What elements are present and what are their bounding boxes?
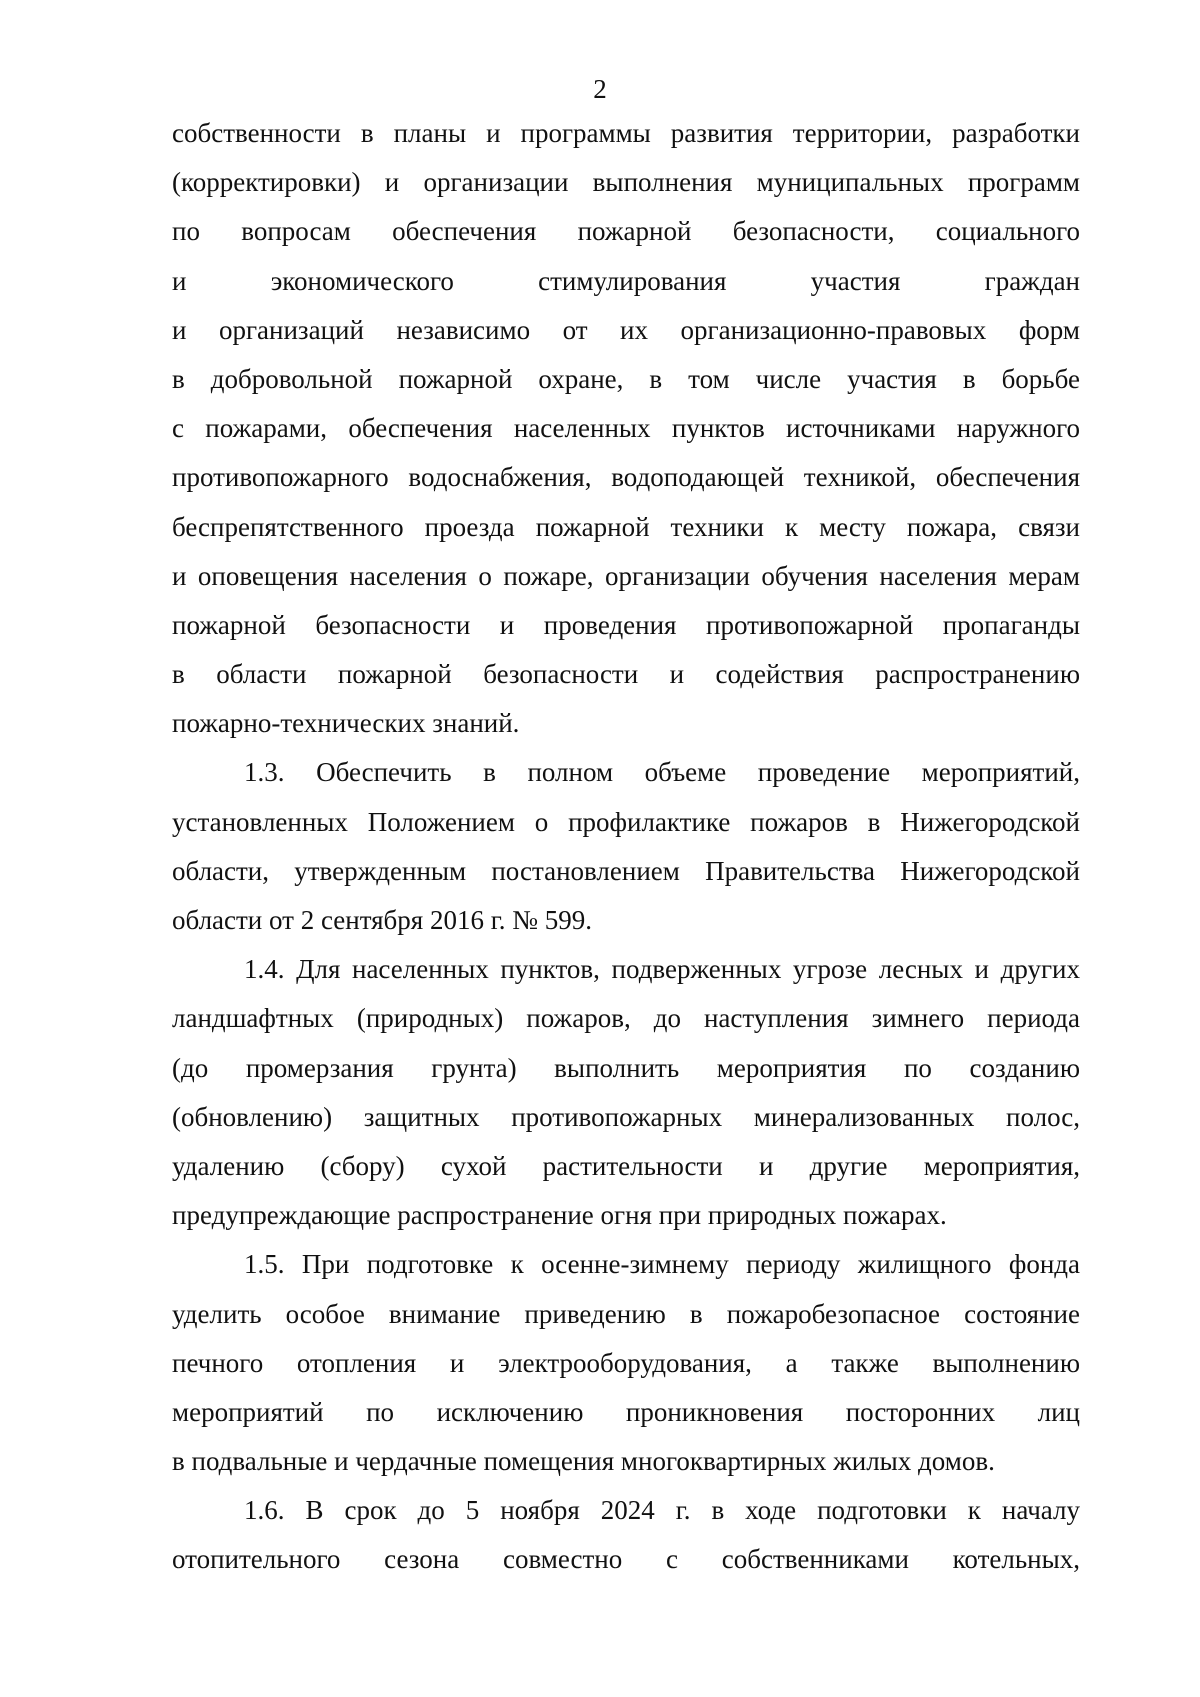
document-body xyxy=(172,109,1080,1585)
text-line: собственности в планы и программы развития территории, разработки xyxy=(172,118,1080,148)
text-line: отопительного сезона совместно с собственниками котельных, xyxy=(172,1544,1080,1575)
text-line: области от 2 сентября 2016 г. № 599. xyxy=(172,905,593,935)
paragraph-1-5 xyxy=(172,1240,1080,1486)
text-line: удалению (сбору) сухой растительности и другие мероприятия, xyxy=(172,1150,1080,1181)
text-line: в добровольной пожарной охране, в том числе участия в борьбе xyxy=(172,363,1080,394)
text-line: 1.6. В срок до 5 ноября 2024 г. в ходе подготовки к началу xyxy=(244,1495,1080,1526)
text-line: уделить особое внимание приведению в пожаробезопасное состояние xyxy=(172,1298,1080,1329)
paragraph-continuation xyxy=(172,109,1080,748)
text-line: печного отопления и электрооборудования, а также выполнению xyxy=(172,1347,1080,1378)
text-line: (до промерзания грунта) выполнить мероприятия по созданию xyxy=(172,1052,1080,1083)
text-line: 1.3. Обеспечить в полном объеме проведение мероприятий, xyxy=(244,757,1080,788)
text-line: беспрепятственного проезда пожарной техники к месту пожара, связи xyxy=(172,511,1080,542)
text-line: области, утвержденным постановлением Правительства Нижегородской xyxy=(172,855,1080,886)
text-line: и экономического стимулирования участия граждан xyxy=(172,265,1080,296)
text-line: предупреждающие распространение огня при природных пожарах. xyxy=(172,1200,947,1231)
text-line: с пожарами, обеспечения населенных пунктов источниками наружного xyxy=(172,413,1080,444)
text-line: и организаций независимо от их организационно-правовых форм xyxy=(172,314,1080,345)
text-line: в области пожарной безопасности и содействия распространению xyxy=(172,659,1080,690)
text-line: пожарно-технических знаний. xyxy=(172,708,520,739)
text-line: 1.4. Для населенных пунктов, подверженных угрозе лесных и других xyxy=(244,954,1080,985)
page-number: 2 xyxy=(593,74,607,104)
text-line: пожарной безопасности и проведения противопожарной пропаганды xyxy=(172,609,1080,640)
text-line: мероприятий по исключению проникновения посторонних лиц xyxy=(172,1396,1080,1427)
text-line: по вопросам обеспечения пожарной безопасности, социального xyxy=(172,216,1080,247)
text-line: 1.5. При подготовке к осенне-зимнему периоду жилищного фонда xyxy=(244,1249,1080,1280)
text-line: и оповещения населения о пожаре, организации обучения населения мерам xyxy=(172,560,1080,591)
paragraph-1-3 xyxy=(172,748,1080,945)
text-line: ландшафтных (природных) пожаров, до наступления зимнего периода xyxy=(172,1003,1080,1034)
text-line: установленных Положением о профилактике пожаров в Нижегородской xyxy=(172,806,1080,837)
text-line: в подвальные и чердачные помещения многоквартирных жилых домов. xyxy=(172,1446,995,1477)
paragraph-1-4 xyxy=(172,945,1080,1240)
text-line: (корректировки) и организации выполнения муниципальных программ xyxy=(172,167,1080,198)
text-line: противопожарного водоснабжения, водоподающей техникой, обеспечения xyxy=(172,462,1080,493)
paragraph-1-6 xyxy=(172,1486,1080,1584)
text-line: (обновлению) защитных противопожарных минерализованных полос, xyxy=(172,1101,1080,1132)
